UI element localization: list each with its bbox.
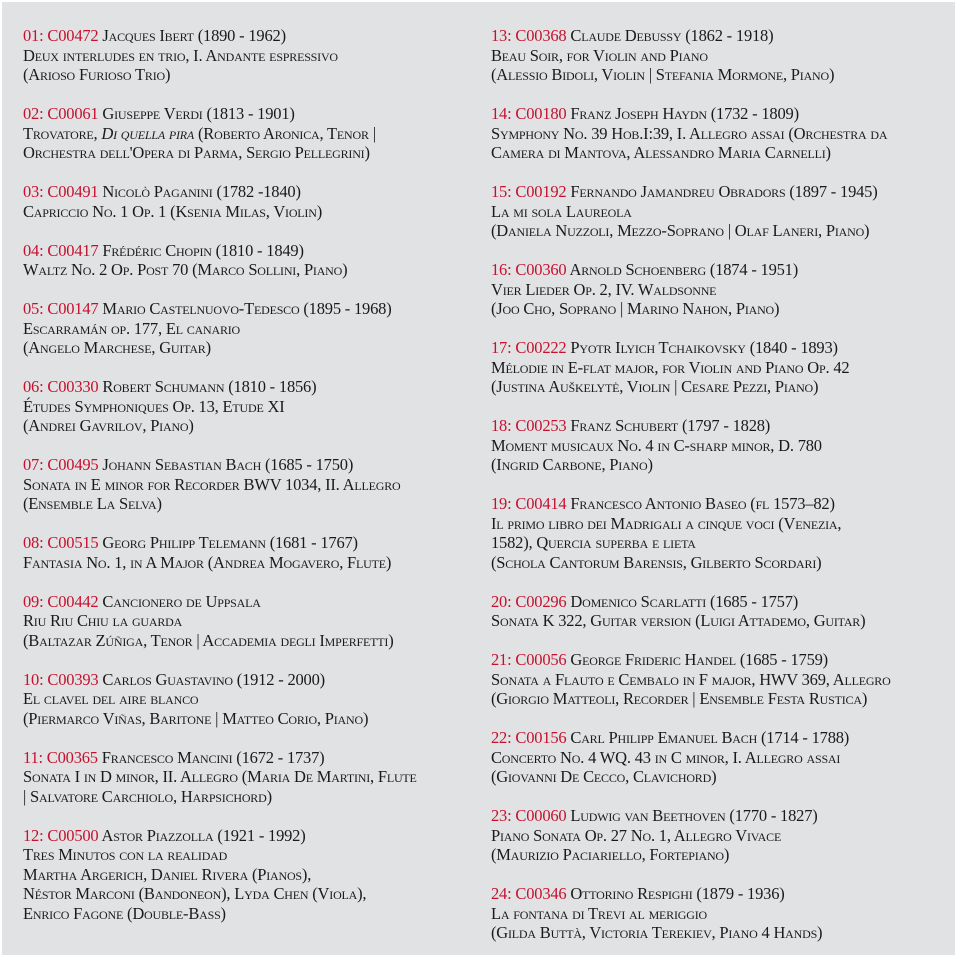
track-heading xyxy=(23,299,473,319)
tracklist-column-left xyxy=(23,26,473,943)
track-entry xyxy=(23,241,473,280)
track-entry xyxy=(23,182,473,221)
track-detail-line: Beau Soir, for Violin and Piano xyxy=(491,45,708,65)
track-detail-line: (Piermarco Viñas, Baritone | Matteo Corio, Piano) xyxy=(23,708,369,728)
track-code: 19: C00414 xyxy=(491,494,567,513)
track-detail-line: Deux interludes en trio, I. Andante espressivo xyxy=(23,45,338,65)
track-entry xyxy=(491,494,951,572)
track-code: 24: C00346 xyxy=(491,884,567,903)
track-detail-line: Piano Sonata Op. 27 No. 1, Allegro Vivace xyxy=(491,825,782,845)
track-heading xyxy=(23,592,473,612)
track-code: 11: C00365 xyxy=(23,747,98,767)
track-heading xyxy=(491,182,951,202)
track-detail-line: Camera di Mantova, Alessandro Maria Carnelli) xyxy=(491,143,831,162)
track-composer: Arnold Schoenberg (1874 - 1951) xyxy=(569,260,799,279)
track-detail-line: (Ingrid Carbone, Piano) xyxy=(491,455,653,474)
track-code: 09: C00442 xyxy=(23,591,99,611)
track-code: 08: C00515 xyxy=(23,533,99,552)
track-heading xyxy=(491,884,951,904)
track-heading xyxy=(491,728,951,748)
track-code: 14: C00180 xyxy=(491,104,567,123)
track-detail-line: Mélodie in E-flat major, for Violin and Piano Op. 42 xyxy=(491,357,850,377)
track-detail-line: Concerto No. 4 WQ. 43 in C minor, I. Allegro assai xyxy=(491,747,841,767)
track-code: 17: C00222 xyxy=(491,338,567,357)
track-composer: Jacques Ibert (1890 - 1962) xyxy=(102,26,286,45)
track-heading xyxy=(23,241,473,261)
track-detail-line: Il primo libro dei Madrigali a cinque voci (Venezia, xyxy=(491,513,842,533)
track-code: 12: C00500 xyxy=(23,825,99,845)
track-detail-line: 1582), Quercia superba e lieta xyxy=(491,533,696,552)
track-detail-line: Études Symphoniques Op. 13, Etude XI xyxy=(23,396,285,416)
track-detail-line: El clavel del aire blanco xyxy=(23,689,199,708)
track-composer: Ludwig van Beethoven (1770 - 1827) xyxy=(570,806,818,825)
track-detail-line: (Daniela Nuzzoli, Mezzo-Soprano | Olaf Laneri, Piano) xyxy=(491,221,870,240)
track-detail-line: (Gilda Buttà, Victoria Terekiev, Piano 4 Hands) xyxy=(491,923,823,942)
track-entry xyxy=(491,650,951,709)
track-heading xyxy=(23,104,473,124)
track-composer: Fernando Jamandreu Obradors (1897 - 1945) xyxy=(570,182,878,201)
track-entry xyxy=(23,748,473,807)
track-detail-line: (Schola Cantorum Barensis, Gilberto Scordari) xyxy=(491,552,822,572)
track-entry xyxy=(491,338,951,397)
track-code: 04: C00417 xyxy=(23,240,99,260)
track-detail-line: Martha Argerich, Daniel Rivera (Pianos), xyxy=(23,864,312,884)
track-entry xyxy=(491,416,951,475)
track-entry xyxy=(491,260,951,319)
track-composer: Robert Schumann (1810 - 1856) xyxy=(102,377,317,396)
track-composer: Georg Philipp Telemann (1681 - 1767) xyxy=(102,533,358,552)
track-code: 18: C00253 xyxy=(491,416,567,435)
track-composer: Domenico Scarlatti (1685 - 1757) xyxy=(570,591,799,611)
track-detail-line: Riu Riu Chiu la guarda xyxy=(23,611,183,630)
track-detail-line: Capriccio No. 1 Op. 1 (Ksenia Milas, Violin) xyxy=(23,201,322,221)
track-composer: Giuseppe Verdi (1813 - 1901) xyxy=(102,104,295,123)
track-entry xyxy=(23,592,473,651)
track-code: 16: C00360 xyxy=(491,260,567,279)
aria-title: Di quella pira xyxy=(101,123,195,143)
track-detail-line: (Maurizio Paciariello, Fortepiano) xyxy=(491,845,730,864)
track-heading xyxy=(23,748,473,768)
track-detail-line: Orchestra dell'Opera di Parma, Sergio Pellegrini) xyxy=(23,143,370,162)
track-heading xyxy=(491,494,951,514)
track-heading xyxy=(23,455,473,475)
track-detail-line: Fantasia No. 1, in A Major (Andrea Mogavero, Flute) xyxy=(23,552,392,572)
track-detail-line: La mi sola Laureola xyxy=(491,201,632,221)
track-composer: Carlos Guastavino (1912 - 2000) xyxy=(102,669,325,689)
track-entry xyxy=(491,728,951,787)
track-heading xyxy=(491,260,951,280)
track-entry xyxy=(491,26,951,85)
track-detail-line: (Alessio Bidoli, Violin | Stefania Mormone, Piano) xyxy=(491,65,835,84)
track-detail-line: (Andrei Gavrilov, Piano) xyxy=(23,416,194,435)
track-code: 23: C00060 xyxy=(491,806,567,825)
track-heading xyxy=(23,826,473,846)
track-composer: Frédéric Chopin (1810 - 1849) xyxy=(102,240,304,260)
track-detail-line: Sonata in E minor for Recorder BWV 1034, II. Allegro xyxy=(23,474,401,494)
track-entry xyxy=(491,806,951,865)
track-heading xyxy=(23,533,473,553)
track-composer: Claude Debussy (1862 - 1918) xyxy=(570,26,774,45)
track-detail-line: Moment musicaux No. 4 in C-sharp minor, D. 780 xyxy=(491,435,822,455)
track-entry xyxy=(23,533,473,572)
track-heading xyxy=(491,26,951,46)
track-heading xyxy=(491,806,951,826)
track-code: 20: C00296 xyxy=(491,591,567,611)
track-composer: Pyotr Ilyich Tchaikovsky (1840 - 1893) xyxy=(570,338,838,357)
track-heading xyxy=(491,650,951,670)
track-heading xyxy=(491,416,951,436)
track-composer: Cancionero de Uppsala xyxy=(102,591,261,611)
track-detail-line: Sonata a Flauto e Cembalo in F major, HWV 369, Allegro xyxy=(491,669,891,689)
track-composer: Nicolò Paganini (1782 -1840) xyxy=(102,182,301,201)
track-detail-line: Sonata I in D minor, II. Allegro (Maria De Martini, Flute xyxy=(23,767,417,786)
track-entry xyxy=(491,884,951,943)
track-code: 01: C00472 xyxy=(23,26,99,45)
track-detail-line: (Angelo Marchese, Guitar) xyxy=(23,338,211,357)
track-detail-line: (Giorgio Matteoli, Recorder | Ensemble Festa Rustica) xyxy=(491,689,868,708)
track-detail-line: (Giovanni De Cecco, Clavichord) xyxy=(491,767,717,786)
track-entry xyxy=(491,592,951,631)
track-detail-line: Symphony No. 39 Hob.I:39, I. Allegro assai (Orchestra da xyxy=(491,123,888,143)
track-composer: Franz Joseph Haydn (1732 - 1809) xyxy=(570,104,799,123)
track-heading xyxy=(23,182,473,202)
track-entry xyxy=(23,377,473,436)
track-code: 03: C00491 xyxy=(23,182,99,201)
track-detail-line: Néstor Marconi (Bandoneon), Lyda Chen (Viola), xyxy=(23,884,367,903)
track-code: 02: C00061 xyxy=(23,104,99,123)
track-heading xyxy=(491,338,951,358)
track-code: 10: C00393 xyxy=(23,669,99,689)
track-entry xyxy=(491,182,951,241)
track-heading xyxy=(491,104,951,124)
track-composer: Franz Schubert (1797 - 1828) xyxy=(570,416,771,435)
tracklist-column-right xyxy=(491,26,951,962)
track-code: 06: C00330 xyxy=(23,377,99,396)
track-detail-line: (Baltazar Zúñiga, Tenor | Accademia degli Imperfetti) xyxy=(23,630,394,650)
track-heading xyxy=(23,670,473,690)
track-composer: Francesco Antonio Baseo (fl 1573–82) xyxy=(570,494,835,513)
track-entry xyxy=(491,104,951,163)
track-detail-line: Waltz No. 2 Op. Post 70 (Marco Sollini, Piano) xyxy=(23,260,348,279)
track-heading xyxy=(491,592,951,612)
track-detail-line: Trovatore, Di quella pira (Roberto Aronica, Tenor | xyxy=(23,123,376,143)
track-entry xyxy=(23,670,473,729)
track-composer: Mario Castelnuovo-Tedesco (1895 - 1968) xyxy=(102,299,392,318)
track-composer: Francesco Mancini (1672 - 1737) xyxy=(101,747,325,767)
track-detail-line: Escarramán op. 177, El canario xyxy=(23,318,241,338)
track-detail-line: (Arioso Furioso Trio) xyxy=(23,65,171,84)
track-composer: Astor Piazzolla (1921 - 1992) xyxy=(101,825,306,845)
track-entry xyxy=(23,299,473,358)
track-entry xyxy=(23,26,473,85)
track-detail-line: (Ensemble La Selva) xyxy=(23,494,162,513)
track-code: 05: C00147 xyxy=(23,299,99,318)
track-composer: Johann Sebastian Bach (1685 - 1750) xyxy=(102,455,354,474)
track-composer: Carl Philipp Emanuel Bach (1714 - 1788) xyxy=(570,728,850,747)
track-detail-line: Tres Minutos con la realidad xyxy=(23,845,228,864)
track-entry xyxy=(23,104,473,163)
track-code: 22: C00156 xyxy=(491,728,567,747)
track-composer: George Frideric Handel (1685 - 1759) xyxy=(570,650,828,669)
track-entry xyxy=(23,826,473,924)
track-code: 21: C00056 xyxy=(491,650,567,669)
track-composer: Ottorino Respighi (1879 - 1936) xyxy=(570,884,785,903)
track-code: 13: C00368 xyxy=(491,26,567,45)
track-detail-line: (Justina Auškelytė, Violin | Cesare Pezzi, Piano) xyxy=(491,377,819,396)
track-detail-line: Sonata K 322, Guitar version (Luigi Attademo, Guitar) xyxy=(491,611,866,630)
track-code: 15: C00192 xyxy=(491,182,567,201)
track-detail-line: (Joo Cho, Soprano | Marino Nahon, Piano) xyxy=(491,299,780,318)
track-entry xyxy=(23,455,473,514)
tracklist-page xyxy=(2,2,955,955)
track-detail-line: | Salvatore Carchiolo, Harpsichord) xyxy=(23,786,272,806)
track-detail-line: Vier Lieder Op. 2, IV. Waldsonne xyxy=(491,279,717,299)
track-detail-line: La fontana di Trevi al meriggio xyxy=(491,903,707,923)
track-heading xyxy=(23,377,473,397)
track-heading xyxy=(23,26,473,46)
track-detail-line: Enrico Fagone (Double-Bass) xyxy=(23,903,226,923)
track-code: 07: C00495 xyxy=(23,455,99,474)
